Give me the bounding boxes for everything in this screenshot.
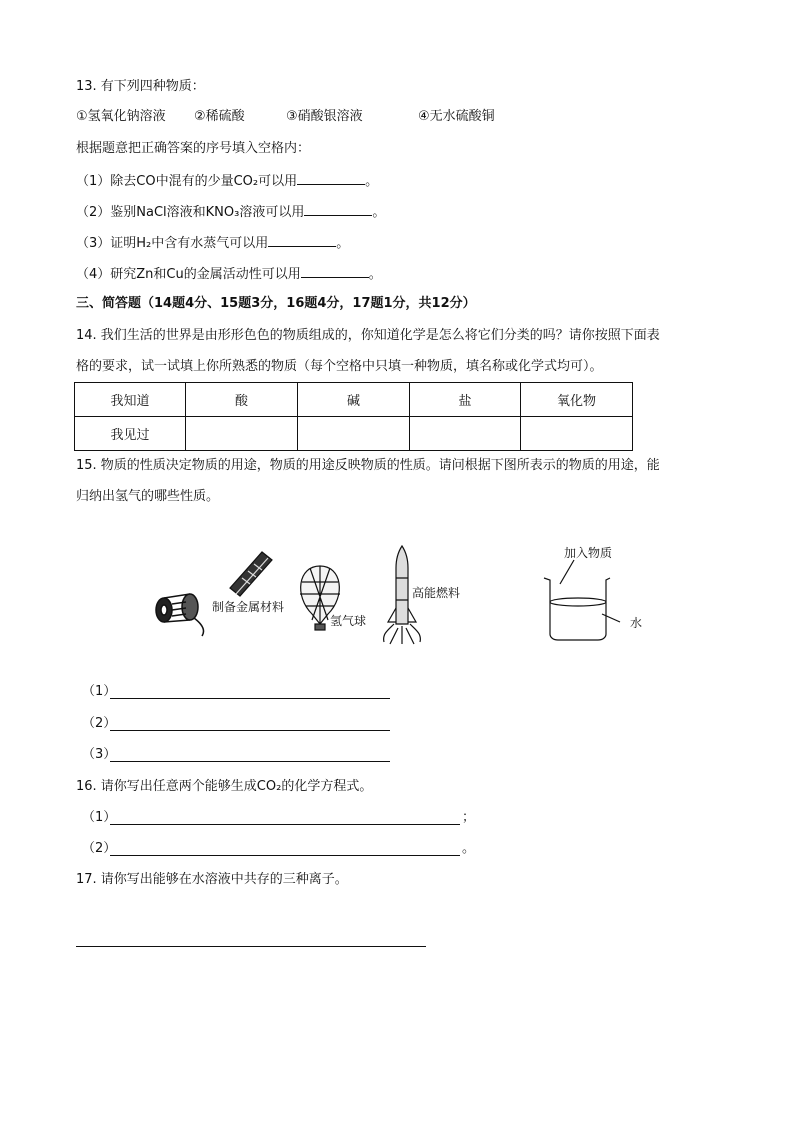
metal-bars-icon [230,552,272,596]
wire-spool-icon [156,594,204,636]
q17-title: 17. 请你写出能够在水溶液中共存的三种离子。 [76,872,348,887]
table-answer-cell[interactable] [521,417,633,451]
q13-item-1-end: 。 [365,174,379,189]
label-water: 水 [630,616,643,630]
label-metal: 制备金属材料 [212,600,285,614]
classification-table [74,382,633,451]
q13-item-1 [76,171,378,191]
q16-answer-end: 。 [462,841,476,856]
table-row [75,383,633,417]
beaker-icon [544,560,620,640]
table-answer-cell[interactable] [186,417,298,451]
table-header-cell: 盐 [410,383,521,417]
q15-line-2: 归纳出氢气的哪些性质。 [76,489,220,504]
answer-line[interactable] [110,855,460,856]
q13-item-3-end: 。 [336,236,350,251]
q15-line-1: 15. 物质的性质决定物质的用途，物质的用途反映物质的性质。请问根据下图所表示的物质的用途，能 [76,458,660,473]
table-header-cell: 氧化物 [521,383,633,417]
q16-title: 16. 请你写出任意两个能够生成CO₂的化学方程式。 [76,779,373,794]
q13-item-2-text: （2）鉴别NaCl溶液和KNO₃溶液可以用 [76,205,305,220]
q13-item-4 [76,264,382,284]
q13-item-2-end: 。 [372,205,386,220]
table-row [75,417,633,451]
q13-item-4-end: 。 [368,267,382,282]
answer-line[interactable] [110,698,390,699]
q13-item-1-text: （1）除去CO中混有的少量CO₂可以用 [76,174,298,189]
q13-option-4: ④无水硫酸铜 [418,109,495,124]
q16-answer-label: （1） [82,810,117,825]
q13-option-2: ②稀硫酸 [194,109,245,124]
hydrogen-uses-figure [150,538,643,648]
table-answer-cell[interactable] [298,417,410,451]
q13-instruction: 根据题意把正确答案的序号填入空格内： [76,141,311,156]
table-header-cell: 碱 [298,383,410,417]
q15-answer-label: （3） [82,747,117,762]
table-header-cell: 酸 [186,383,298,417]
answer-blank[interactable] [297,171,365,185]
table-row-label: 我见过 [75,417,186,451]
q16-answer-end: ； [462,810,476,825]
q13-option-3: ③硝酸银溶液 [286,109,363,124]
q13-item-3-text: （3）证明H₂中含有水蒸气可以用 [76,236,269,251]
answer-blank[interactable] [268,233,336,247]
q13-option-1: ①氢氧化钠溶液 [76,109,166,124]
q16-answer-label: （2） [82,841,117,856]
q15-answer-label: （2） [82,716,117,731]
table-header-cell: 我知道 [75,383,186,417]
section-heading: 三、简答题（14题4分、15题3分，16题4分，17题1分，共12分） [76,296,476,311]
q13-item-4-text: （4）研究Zn和Cu的金属活动性可以用 [76,267,301,282]
answer-line[interactable] [110,761,390,762]
q15-answer-label: （1） [82,684,117,699]
label-balloon: 氢气球 [330,614,367,628]
q13-item-2 [76,202,385,222]
answer-line[interactable] [110,824,460,825]
table-answer-cell[interactable] [410,417,521,451]
q13-title: 13. 有下列四种物质： [76,79,205,94]
label-add-substance: 加入物质 [564,546,613,560]
answer-blank[interactable] [304,202,372,216]
q14-line-1: 14. 我们生活的世界是由形形色色的物质组成的，你知道化学是怎么将它们分类的吗？请你按照下面表 [76,328,660,343]
label-fuel: 高能燃料 [412,586,461,600]
q14-line-2: 格的要求，试一试填上你所熟悉的物质（每个空格中只填一种物质，填名称或化学式均可）。 [76,359,603,374]
answer-line[interactable] [110,730,390,731]
answer-line[interactable] [76,946,426,947]
q13-item-3 [76,233,349,253]
answer-blank[interactable] [301,264,369,278]
